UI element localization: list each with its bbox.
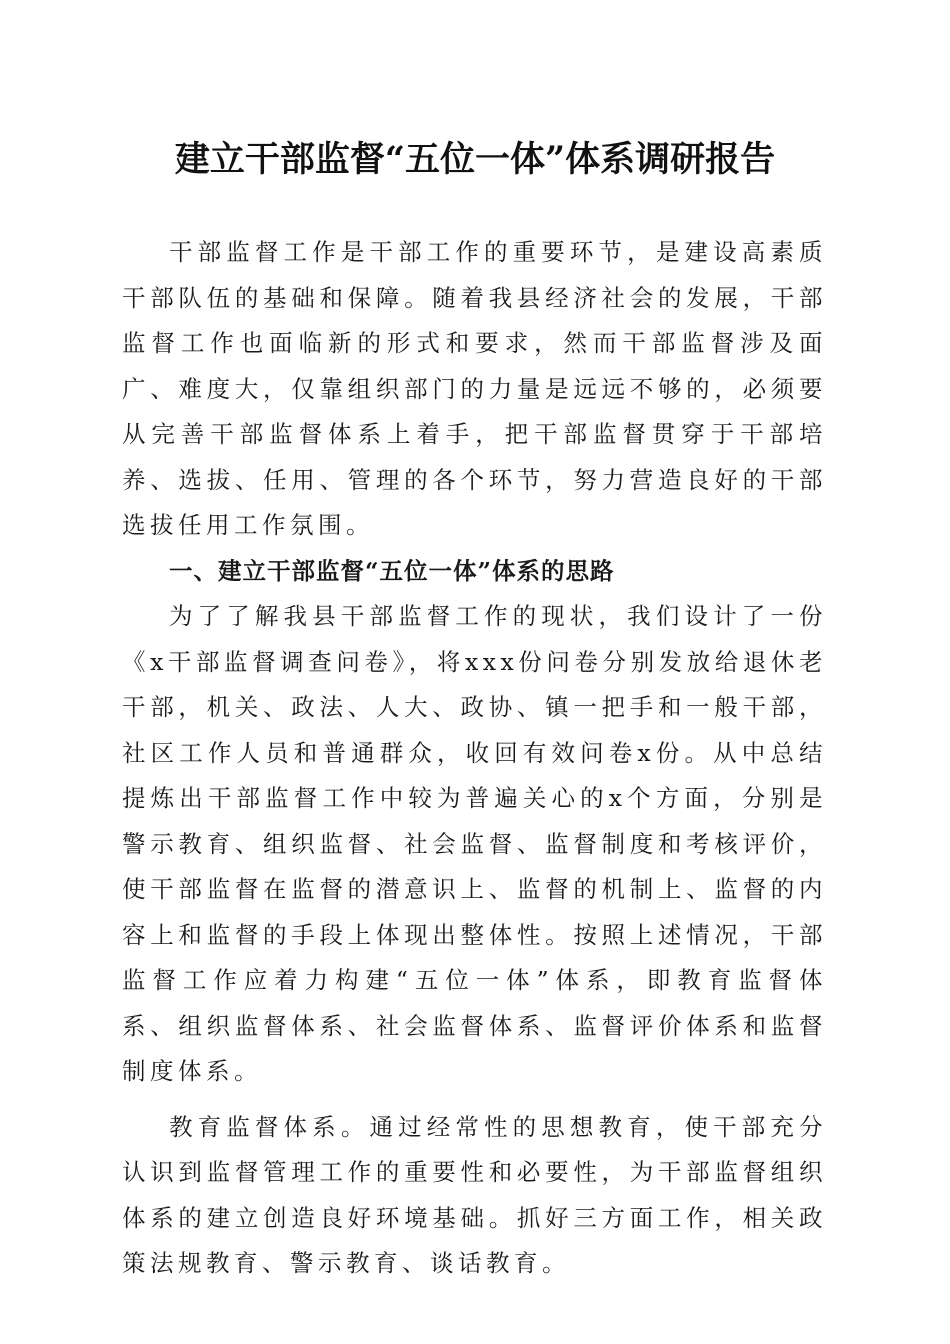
- document-body: [122, 230, 827, 1287]
- paragraph-intro: 干部监督工作是干部工作的重要环节，是建设高素质干部队伍的基础和保障。随着我县经济社会的发展，干部监督工作也面临新的形式和要求，然而干部监督涉及面广、难度大，仅靠组织部门的力量是远远不够的，必须要从完善干部监督体系上着手，把干部监督贯穿于干部培养、选拔、任用、管理的各个环节，努力营造良好的干部选拔任用工作氛围。: [122, 238, 827, 539]
- paragraph-survey: 为了了解我县干部监督工作的现状，我们设计了一份《x干部监督调查问卷》，将xxx份问卷分别发放给退休老干部，机关、政法、人大、政协、镇一把手和一般干部，社区工作人员和普通群众，收回有效问卷x份。从中总结提炼出干部监督工作中较为普遍关心的x个方面，分别是警示教育、组织监督、社会监督、监督制度和考核评价，使干部监督在监督的潜意识上、监督的机制上、监督的内容上和监督的手段上体现出整体性。按照上述情况，干部监督工作应着力构建“五位一体”体系，即教育监督体系、组织监督体系、社会监督体系、监督评价体系和监督制度体系。: [122, 602, 827, 1085]
- document-title: 建立干部监督“五位一体”体系调研报告: [174, 139, 776, 180]
- section-heading-1: 一、建立干部监督“五位一体”体系的思路: [169, 556, 615, 585]
- paragraph-education-system: 教育监督体系。通过经常性的思想教育，使干部充分认识到监督管理工作的重要性和必要性，为干部监督组织体系的建立创造良好环境基础。抓好三方面工作，相关政策法规教育、警示教育、谈话教育。: [122, 1112, 827, 1277]
